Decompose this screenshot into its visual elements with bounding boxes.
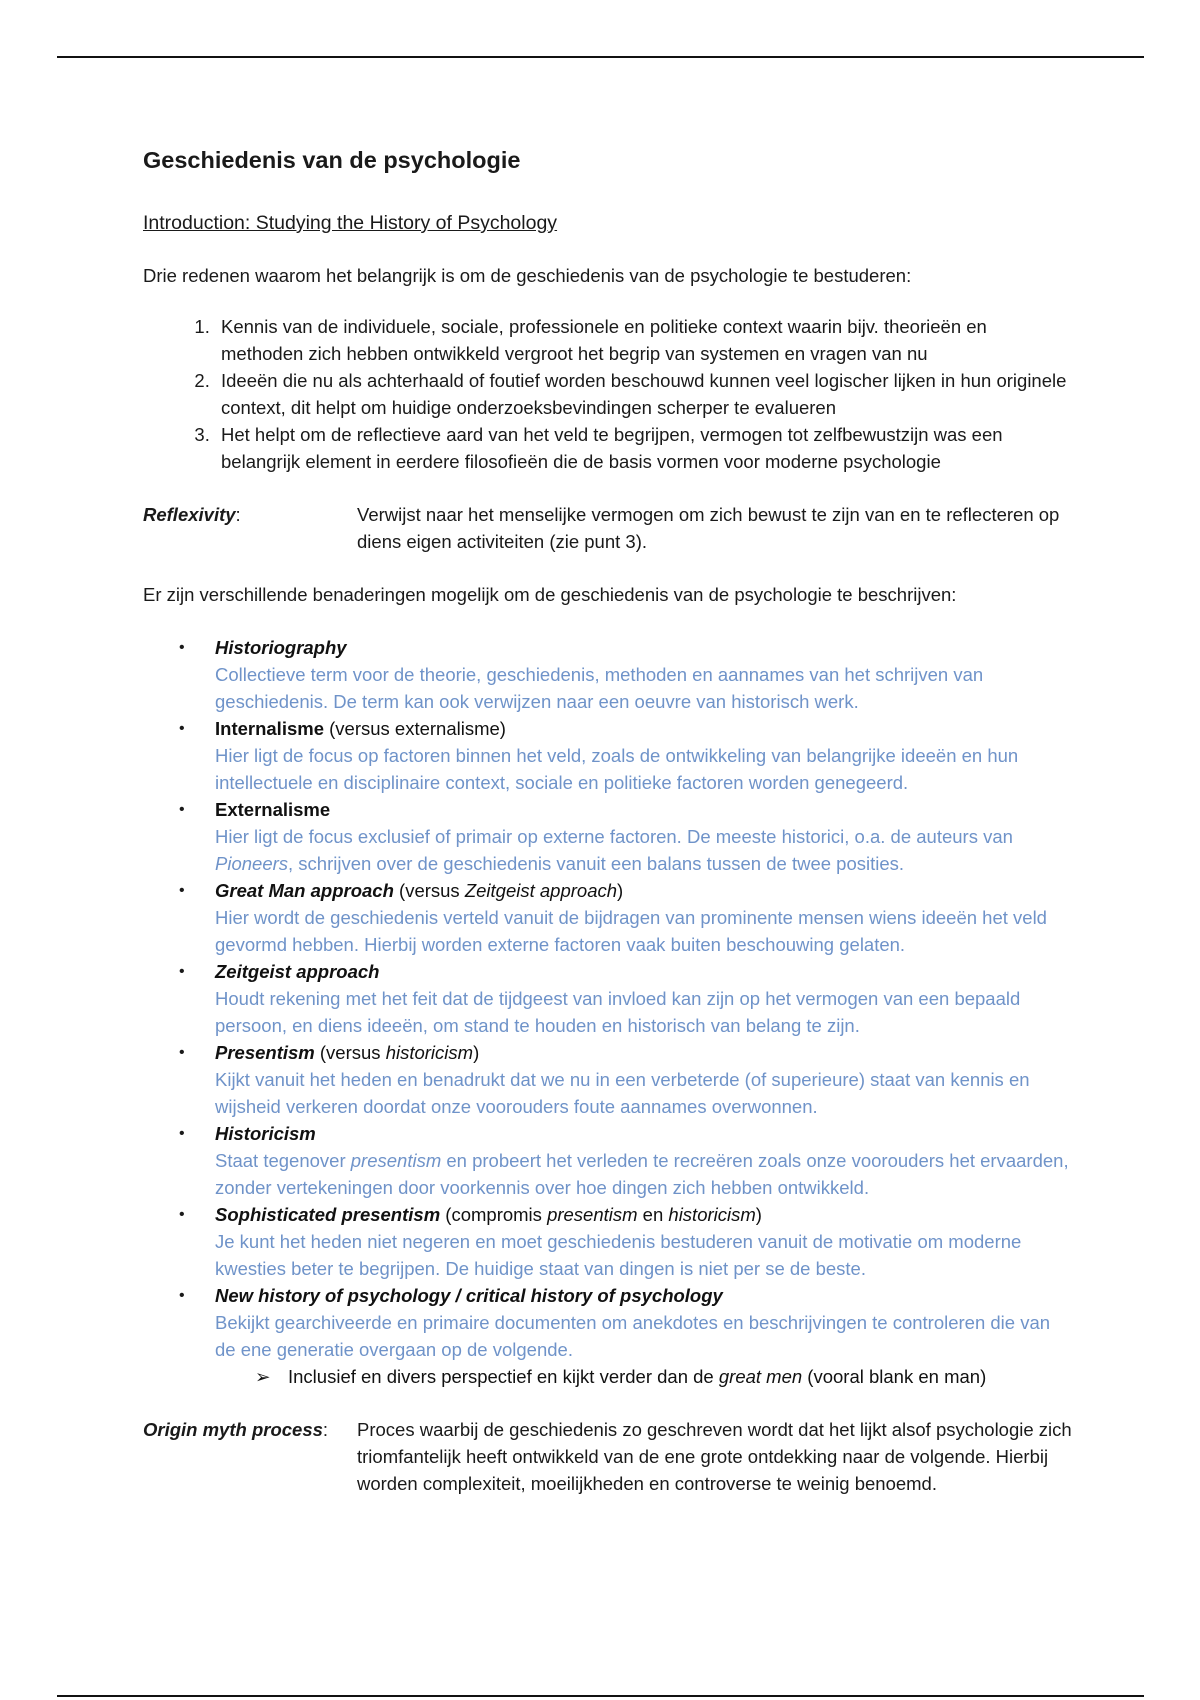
approach-term: Externalisme bbox=[215, 799, 331, 820]
approach-description: Staat tegenover presentism en probeert het verleden te recreëren zoals onze voorouders het ervaarden, zonder vertekeningen door voorkennis over hoe dingen zich hebben ontwikkeld. bbox=[215, 1150, 1069, 1198]
approach-term: Historicism bbox=[215, 1123, 316, 1144]
bullet-icon: • bbox=[179, 1125, 185, 1142]
definition-text: Proces waarbij de geschiedenis zo geschreven wordt dat het lijkt alsof psychologie zich triomfantelijk heeft ontwikkeld van de ene grote ontdekking naar de volgende. Hierbij worden complexiteit, moeilijkheden en controverse te weinig benoemd. bbox=[357, 1419, 1072, 1494]
document-title: Geschiedenis van de psychologie bbox=[143, 147, 521, 173]
list-item: 3. Het helpt om de reflectieve aard van het veld te begrijpen, vermogen tot zelfbewustzijn was een belangrijk element in eerdere filosofieën die de basis vormen voor moderne psychologie bbox=[215, 421, 1073, 475]
approach-term: Historiography bbox=[215, 637, 347, 658]
approach-term: Presentism bbox=[215, 1042, 315, 1063]
bullet-icon: • bbox=[179, 882, 185, 899]
bullet-icon: • bbox=[179, 1287, 185, 1304]
approaches-intro: Er zijn verschillende benaderingen mogelijk om de geschiedenis van de psychologie te beschrijven: bbox=[143, 584, 957, 605]
approach-term: Zeitgeist approach bbox=[215, 961, 380, 982]
bullet-icon: • bbox=[179, 963, 185, 980]
approaches-list bbox=[143, 634, 1073, 1390]
list-item bbox=[143, 1282, 1073, 1390]
list-item bbox=[143, 715, 1073, 796]
bullet-icon: • bbox=[179, 639, 185, 656]
sub-bullet: ➢ Inclusief en divers perspectief en kijkt verder dan de great men (vooral blank en man) bbox=[215, 1363, 1073, 1390]
approach-description: Bekijkt gearchiveerde en primaire documenten om anekdotes en beschrijvingen te controleren die van de ene generatie overgaan op de volgende. bbox=[215, 1312, 1051, 1360]
list-item: 1. Kennis van de individuele, sociale, professionele en politieke context waarin bijv. theorieën en methoden zich hebben ontwikkeld vergroot het begrip van systemen en vragen van nu bbox=[215, 313, 1073, 367]
reflexivity-definition bbox=[143, 501, 1073, 555]
approach-term: Great Man approach bbox=[215, 880, 394, 901]
arrow-bullet-icon: ➢ bbox=[255, 1366, 271, 1387]
section-heading: Introduction: Studying the History of Psychology bbox=[143, 212, 558, 234]
approach-aside: (versus Zeitgeist approach) bbox=[399, 880, 624, 901]
approach-aside: (versus historicism) bbox=[319, 1042, 480, 1063]
approach-description: Je kunt het heden niet negeren en moet geschiedenis bestuderen vanuit de motivatie om moderne kwesties beter te begrijpen. De huidige staat van dingen is niet per se de beste. bbox=[215, 1231, 1022, 1279]
bullet-icon: • bbox=[179, 720, 185, 737]
approach-description: Hier ligt de focus exclusief of primair op externe factoren. De meeste historici, o.a. de auteurs van Pioneers, schrijven over de geschiedenis vanuit een balans tussen de twee posities. bbox=[215, 826, 1013, 874]
list-item bbox=[143, 1201, 1073, 1282]
list-item bbox=[143, 958, 1073, 1039]
approach-term: Internalisme bbox=[215, 718, 324, 739]
intro-sentence: Drie redenen waarom het belangrijk is om de geschiedenis van de psychologie te bestuderen: bbox=[143, 265, 912, 286]
approach-term: New history of psychology / critical history of psychology bbox=[215, 1285, 723, 1306]
bullet-icon: • bbox=[179, 801, 185, 818]
footer-rule bbox=[57, 1695, 1144, 1697]
bullet-icon: • bbox=[179, 1206, 185, 1223]
bullet-icon: • bbox=[179, 1044, 185, 1061]
approach-description: Collectieve term voor de theorie, geschiedenis, methoden en aannames van het schrijven van geschiedenis. De term kan ook verwijzen naar een oeuvre van historisch werk. bbox=[215, 664, 984, 712]
list-item bbox=[143, 634, 1073, 715]
list-item bbox=[143, 796, 1073, 877]
definition-term: Origin myth process: bbox=[143, 1419, 329, 1440]
document-page bbox=[143, 144, 1073, 1497]
approach-aside: (versus externalisme) bbox=[329, 718, 506, 739]
list-item bbox=[143, 1120, 1073, 1201]
list-item bbox=[143, 1039, 1073, 1120]
approach-description: Hier wordt de geschiedenis verteld vanuit de bijdragen van prominente mensen wiens ideeën het veld gevormd hebben. Hierbij worden externe factoren vaak buiten beschouwing gelaten. bbox=[215, 907, 1047, 955]
list-item: 2. Ideeën die nu als achterhaald of foutief worden beschouwd kunnen veel logischer lijken in hun originele context, dit helpt om huidige onderzoeksbevindingen scherper te evalueren bbox=[215, 367, 1073, 421]
reasons-list bbox=[143, 313, 1073, 475]
header-rule bbox=[57, 56, 1144, 58]
approach-description: Kijkt vanuit het heden en benadrukt dat we nu in een verbeterde (of superieure) staat van kennis en wijsheid verkeren doordat onze voorouders foute aannames overwonnen. bbox=[215, 1069, 1030, 1117]
approach-description: Houdt rekening met het feit dat de tijdgeest van invloed kan zijn op het vermogen van een bepaald persoon, en diens ideeën, om stand te houden en historisch van belang te zijn. bbox=[215, 988, 1021, 1036]
definition-text: Verwijst naar het menselijke vermogen om zich bewust te zijn van en te reflecteren op diens eigen activiteiten (zie punt 3). bbox=[357, 504, 1060, 552]
list-item bbox=[143, 877, 1073, 958]
approach-aside: (compromis presentism en historicism) bbox=[445, 1204, 762, 1225]
definition-term: Reflexivity: bbox=[143, 504, 241, 525]
origin-myth-definition bbox=[143, 1416, 1073, 1497]
approach-term: Sophisticated presentism bbox=[215, 1204, 441, 1225]
approach-description: Hier ligt de focus op factoren binnen het veld, zoals de ontwikkeling van belangrijke ideeën en hun intellectuele en disciplinaire context, sociale en politieke factoren worden genegeerd. bbox=[215, 745, 1019, 793]
